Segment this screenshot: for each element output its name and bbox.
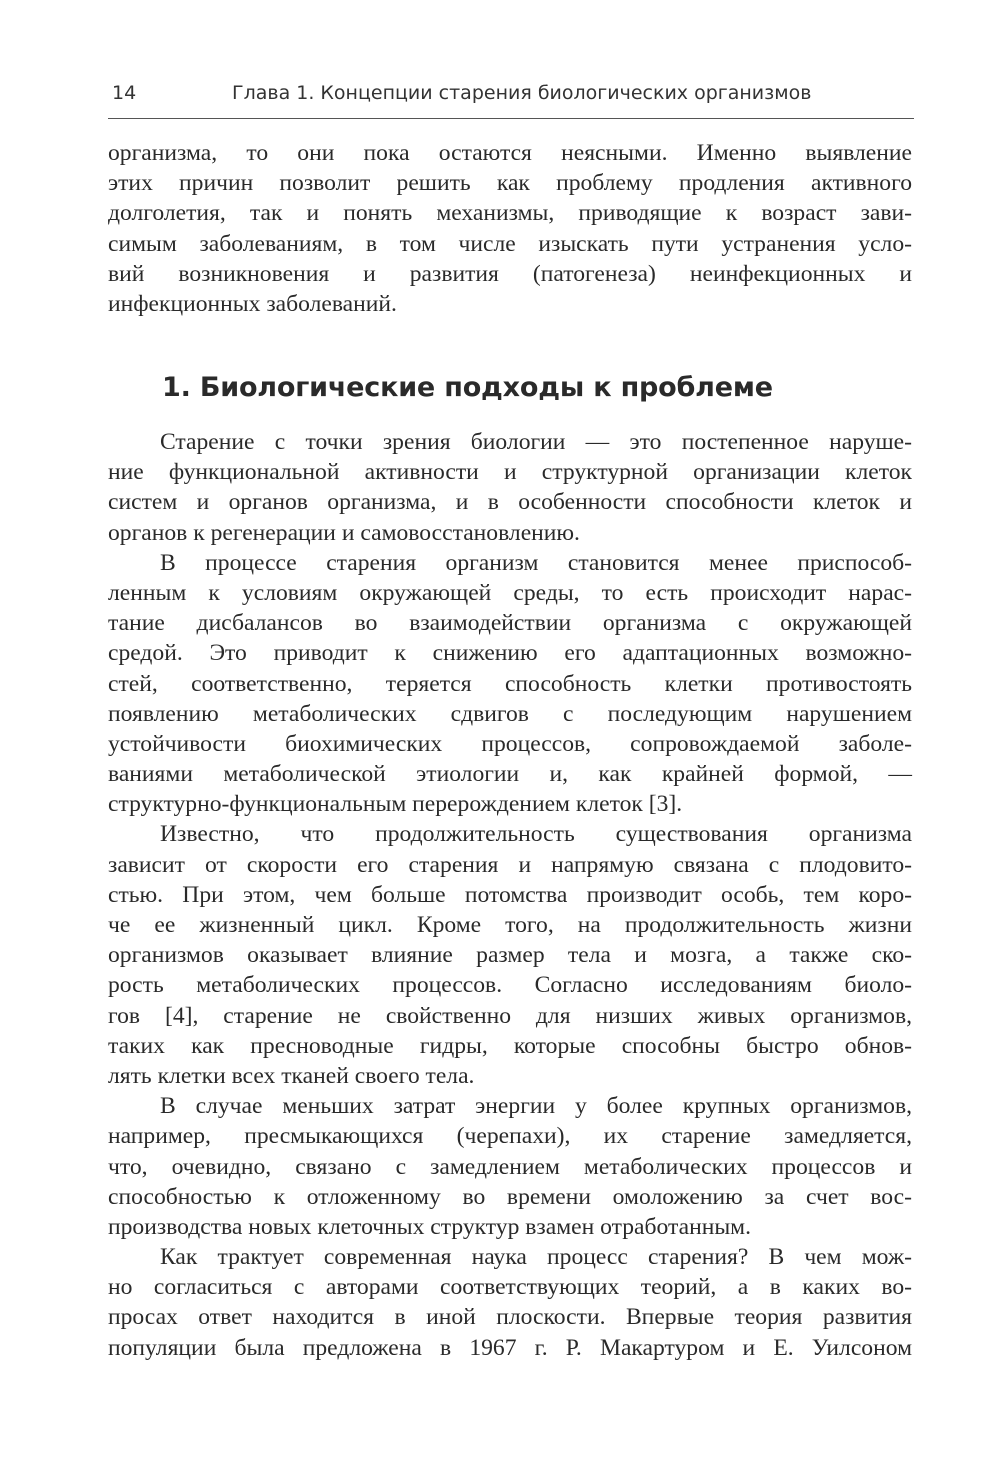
page-number: 14 (112, 82, 137, 104)
text-line: че ее жизненный цикл. Кроме того, на продолжительность жизни (108, 912, 912, 938)
text-line: что, очевидно, связано с замедлением метаболических процессов и (108, 1153, 912, 1180)
text-line: лять клетки всех тканей своего тела. (108, 1062, 475, 1089)
text-line: организма, то они пока остаются неясными. Именно выявление (108, 140, 912, 166)
text-line: В процессе старения организм становится менее приспособ- (160, 549, 912, 576)
text-line: стью. При этом, чем больше потомства производит особь, тем коро- (108, 881, 912, 908)
text-line: структурно-функциональным перерождением клеток [3]. (108, 791, 683, 818)
running-head (108, 80, 914, 110)
text-line: таких как пресноводные гидры, которые способны быстро обнов- (108, 1032, 912, 1059)
text-line: рость метаболических процессов. Согласно исследованиям биоло- (108, 972, 912, 999)
text-line: этих причин позволит решить как проблему продления активного (108, 170, 912, 197)
text-line: организмов оказывает влияние размер тела и мозга, а также ско- (108, 942, 912, 969)
text-line: появлению метаболических сдвигов с последующим нарушением (108, 700, 912, 727)
text-line: стей, соответственно, теряется способность клетки противостоять (108, 670, 912, 697)
text-line: Старение с точки зрения биологии — это постепенное наруше- (160, 429, 912, 455)
text-line: Известно, что продолжительность существования организма (160, 821, 912, 848)
text-line: тание дисбалансов во взаимодействии организма с окружающей (108, 610, 912, 637)
text-line: систем и органов организма, и в особенности способности клеток и (108, 489, 912, 516)
text-line: но согласиться с авторами соответствующих теорий, а в каких во- (108, 1274, 912, 1301)
header-rule (108, 118, 914, 119)
text-line: способностью к отложенному во времени омоложению за счет вос- (108, 1183, 912, 1210)
text-line: производства новых клеточных структур взамен отработанным. (108, 1213, 751, 1240)
text-line: гов [4], старение не свойственно для низших живых организмов, (108, 1002, 912, 1029)
text-line: вий возникновения и развития (патогенеза) неинфекционных и (108, 260, 912, 287)
text-line: например, пресмыкающихся (черепахи), их старение замедляется, (108, 1123, 912, 1150)
text-line: органов к регенерации и самовосстановлению. (108, 519, 580, 546)
text-line: ние функциональной активности и структурной организации клеток (108, 459, 912, 486)
text-line: зависит от скорости его старения и напрямую связана с плодовито- (108, 851, 912, 878)
text-line: ваниями метаболической этиологии и, как крайней формой, — (108, 761, 912, 788)
text-line: средой. Это приводит к снижению его адаптационных возможно- (108, 640, 912, 667)
text-line: устойчивости биохимических процессов, сопровождаемой заболе- (108, 730, 912, 757)
text-line: симым заболеваниям, в том числе изыскать пути устранения усло- (108, 230, 912, 257)
text-line: просах ответ находится в иной плоскости. Впервые теория развития (108, 1304, 912, 1331)
text-line: Как трактует современная наука процесс старения? В чем мож- (160, 1244, 912, 1271)
section-heading: 1. Биологические подходы к проблеме (162, 372, 773, 403)
section-body (108, 427, 912, 1363)
text-line: инфекционных заболеваний. (108, 290, 397, 317)
text-line: долголетия, так и понять механизмы, приводящие к возраст зави- (108, 200, 912, 227)
text-line: популяции была предложена в 1967 г. Р. Макартуром и Е. Уилсоном (108, 1334, 912, 1361)
text-line: В случае меньших затрат энергии у более крупных организмов, (160, 1093, 912, 1120)
chapter-title: Глава 1. Концепции старения биологических организмов (232, 82, 812, 104)
text-line: ленным к условиям окружающей среды, то есть происходит нарас- (108, 579, 912, 606)
intro-paragraph (108, 138, 912, 319)
